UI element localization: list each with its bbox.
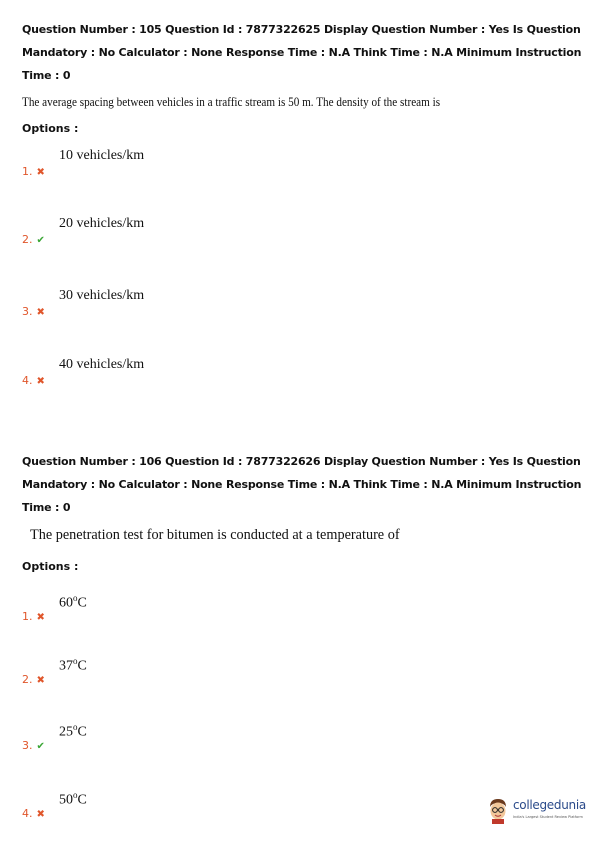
check-icon: ✔ xyxy=(36,235,45,246)
question-106-meta: Question Number : 106 Question Id : 7877322626 Display Question Number : Yes Is Question Mandatory : No Calculator : None Response Time : N.A Think Time : N.A Minimum Instruction Time : 0 xyxy=(22,455,582,514)
option-4[interactable] xyxy=(22,357,322,387)
option-text: 30 vehicles/km xyxy=(59,288,145,303)
option-number: 1. ✖ xyxy=(22,610,45,623)
option-2[interactable] xyxy=(22,656,322,686)
option-number: 4. ✖ xyxy=(22,374,45,387)
options-label: Options : xyxy=(22,560,79,573)
option-1[interactable] xyxy=(22,148,322,178)
mascot-icon xyxy=(487,798,509,824)
option-4[interactable] xyxy=(22,790,322,820)
option-text: 50$^o$C xyxy=(59,790,87,808)
logo-name: collegedunia xyxy=(513,798,586,812)
option-1[interactable] xyxy=(22,593,322,623)
option-text: 10 vehicles/km xyxy=(59,148,145,163)
cross-icon: ✖ xyxy=(36,809,45,820)
option-text: 37$^o$C xyxy=(59,656,87,674)
option-number: 1. ✖ xyxy=(22,165,45,178)
options-label: Options : xyxy=(22,122,79,135)
option-text: 60$^o$C xyxy=(59,593,87,611)
cross-icon: ✖ xyxy=(36,612,45,623)
option-2[interactable] xyxy=(22,216,322,246)
option-number: 2. ✔ xyxy=(22,233,45,246)
option-number: 3. ✖ xyxy=(22,305,45,318)
logo-tagline: India's Largest Student Review Platform xyxy=(513,815,583,819)
question-105-meta: Question Number : 105 Question Id : 7877322625 Display Question Number : Yes Is Question Mandatory : No Calculator : None Response Time : N.A Think Time : N.A Minimum Instruction Time : 0 xyxy=(22,23,582,82)
question-106-text: The penetration test for bitumen is conducted at a temperature of xyxy=(30,527,400,543)
option-number: 4. ✖ xyxy=(22,807,45,820)
option-text: 40 vehicles/km xyxy=(59,357,145,372)
check-icon: ✔ xyxy=(36,741,45,752)
option-3[interactable] xyxy=(22,722,322,752)
cross-icon: ✖ xyxy=(36,307,45,318)
option-text: 25$^o$C xyxy=(59,722,87,740)
collegedunia-logo xyxy=(487,796,587,830)
option-number: 3. ✔ xyxy=(22,739,45,752)
option-number: 2. ✖ xyxy=(22,673,45,686)
cross-icon: ✖ xyxy=(36,675,45,686)
question-105-text: The average spacing between vehicles in a traffic stream is 50 m. The density of the stream is xyxy=(22,94,441,109)
cross-icon: ✖ xyxy=(36,167,45,178)
option-3[interactable] xyxy=(22,288,322,318)
option-text: 20 vehicles/km xyxy=(59,216,145,231)
cross-icon: ✖ xyxy=(36,376,45,387)
